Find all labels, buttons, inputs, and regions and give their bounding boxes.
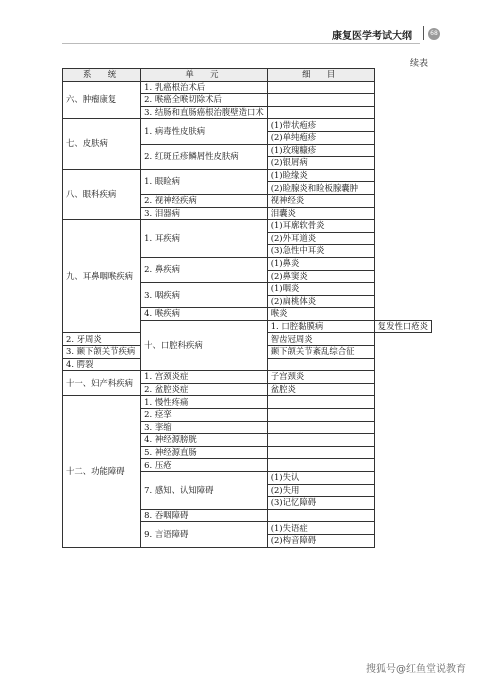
table-body [63,81,432,547]
detail-cell [267,409,374,422]
detail-cell: (2)银屑病 [267,157,374,170]
header-title: 康复医学考试大纲 [332,31,412,42]
unit-cell: 3. 结肠和直肠癌根治腹壁造口术 [141,106,268,119]
unit-cell: 3. 挛缩 [141,421,268,434]
page-header [0,24,500,44]
detail-cell: (2)外耳道炎 [267,232,374,245]
unit-cell: 9. 言语障碍 [141,522,268,547]
detail-cell: 泪囊炎 [267,207,374,220]
unit-cell: 1. 慢性疼痛 [141,396,268,409]
column-header-system: 系 统 [63,69,141,82]
system-cell: 九、耳鼻咽喉疾病 [63,220,141,333]
unit-cell: 1. 口腔黏膜病 [267,320,374,333]
detail-cell: 喉炎 [267,308,374,321]
table-header-row [63,69,432,82]
system-cell: 七、皮肤病 [63,119,141,169]
detail-cell: (1)睑缘炎 [267,169,374,182]
detail-cell: (1)带状疱疹 [267,119,374,132]
unit-cell: 5. 神经源直肠 [141,446,268,459]
unit-cell: 1. 耳疾病 [141,220,268,258]
detail-cell: (3)急性中耳炎 [267,245,374,258]
detail-cell: 视神经炎 [267,194,374,207]
detail-cell: 子宫颈炎 [267,371,374,384]
detail-cell: (2)扁桃体炎 [267,295,374,308]
unit-cell: 4. 腭裂 [63,358,141,371]
table-row [63,119,432,132]
unit-cell: 2. 痉挛 [141,409,268,422]
watermark-text: 搜狐号@红鱼堂说教育 [366,664,466,675]
system-cell: 六、肿瘤康复 [63,81,141,119]
detail-cell: (2)失用 [267,484,374,497]
detail-cell [267,509,374,522]
page-number-badge: 68 [428,28,440,40]
unit-cell: 6. 压疮 [141,459,268,472]
detail-cell [267,94,374,107]
detail-cell: (1)咽炎 [267,283,374,296]
column-header-unit: 单 元 [141,69,268,82]
unit-cell: 2. 红斑丘疹鳞屑性皮肤病 [141,144,268,169]
unit-cell: 1. 宫颈炎症 [141,371,268,384]
detail-cell: 盆腔炎 [267,383,374,396]
detail-cell: (1)失语症 [267,522,374,535]
detail-cell: (2)构音障碍 [267,534,374,547]
unit-cell: 3. 颞下颌关节疾病 [63,346,141,359]
table-row [63,371,432,384]
table-row [63,81,432,94]
detail-cell: 颞下颌关节紊乱综合征 [267,346,374,359]
unit-cell: 4. 神经源膀胱 [141,434,268,447]
syllabus-table [62,68,432,548]
detail-cell [267,434,374,447]
detail-cell: (3)记忆障碍 [267,497,374,510]
continued-label: 续表 [409,59,428,69]
column-header-detail: 细 目 [267,69,374,82]
detail-cell: (2)睑腺炎和睑板腺囊肿 [267,182,374,195]
detail-cell: (1)耳廓软骨炎 [267,220,374,233]
detail-cell: 智齿冠周炎 [267,333,374,346]
unit-cell: 2. 牙周炎 [63,333,141,346]
unit-cell: 8. 吞咽障碍 [141,509,268,522]
table-row [63,396,432,409]
detail-cell: (1)失认 [267,472,374,485]
unit-cell: 1. 眼睑病 [141,169,268,194]
detail-cell: (1)玫瑰糠疹 [267,144,374,157]
detail-cell [267,106,374,119]
table-row [63,220,432,233]
detail-cell: (2)单纯疱疹 [267,131,374,144]
detail-cell [267,396,374,409]
system-cell: 十一、妇产科疾病 [63,371,141,396]
unit-cell: 2. 喉癌全喉切除术后 [141,94,268,107]
system-cell: 八、眼科疾病 [63,169,141,219]
detail-cell [267,421,374,434]
header-divider [423,26,424,40]
detail-cell [267,81,374,94]
unit-cell: 7. 感知、认知障碍 [141,472,268,510]
unit-cell: 3. 泪器病 [141,207,268,220]
unit-cell: 1. 病毒性皮肤病 [141,119,268,144]
unit-cell: 2. 视神经疾病 [141,194,268,207]
unit-cell: 4. 喉疾病 [141,308,268,321]
unit-cell: 3. 咽疾病 [141,283,268,308]
unit-cell: 2. 盆腔炎症 [141,383,268,396]
unit-cell: 1. 乳癌根治术后 [141,81,268,94]
detail-cell: (2)鼻窦炎 [267,270,374,283]
detail-cell [267,446,374,459]
header-rule [62,43,420,44]
table-row [63,169,432,182]
detail-cell [267,459,374,472]
detail-cell: (1)鼻炎 [267,257,374,270]
detail-cell: 复发性口疮炎 [374,320,431,333]
system-cell: 十二、功能障碍 [63,396,141,547]
unit-cell: 2. 鼻疾病 [141,257,268,282]
detail-cell [267,358,374,371]
system-cell: 十、口腔科疾病 [141,320,268,370]
